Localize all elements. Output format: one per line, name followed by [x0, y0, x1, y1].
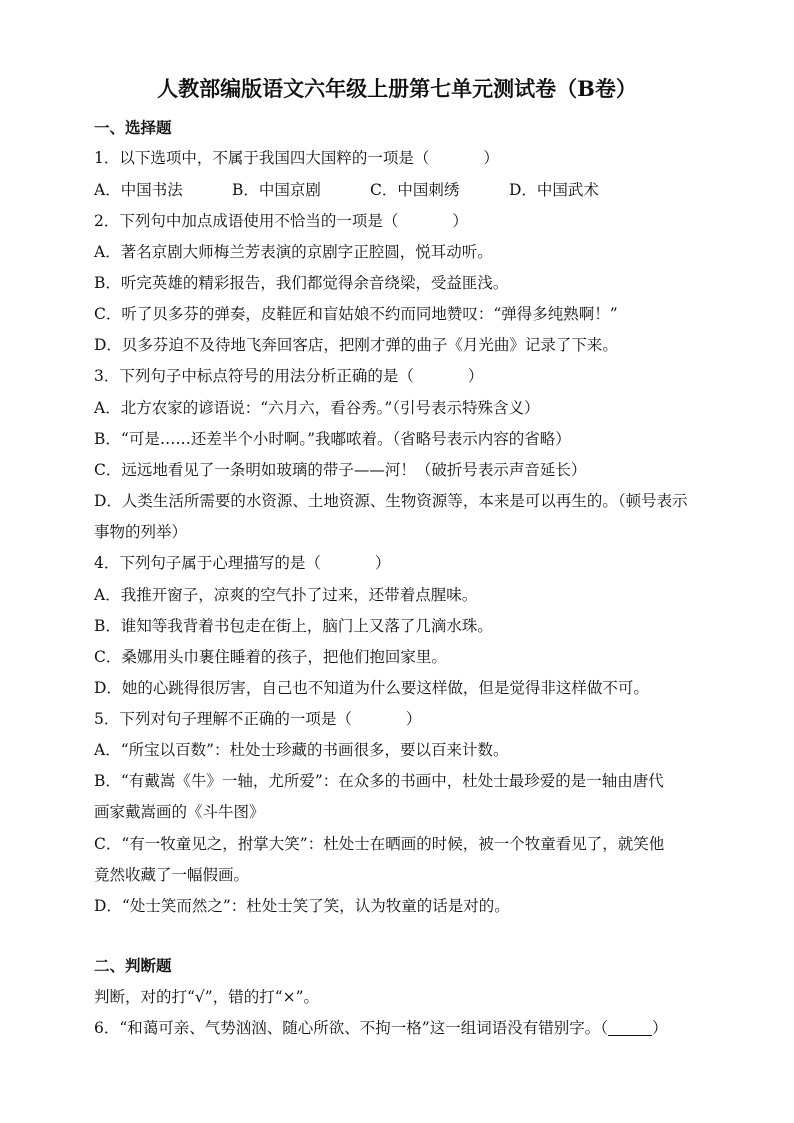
q3-option-b: B．“可是……还差半个小时啊。”我嘟哝着。（省略号表示内容的省略）: [94, 430, 571, 448]
q5-option-b-continued: 画家戴嵩画的《斗牛图》: [94, 803, 265, 821]
q4-option-a: A．我推开窗子，凉爽的空气扑了过来，还带着点腥味。: [94, 586, 478, 604]
q2-option-b: B．听完英雄的精彩报告，我们都觉得余音绕梁，受益匪浅。: [94, 274, 509, 292]
q5-option-c: C．“有一牧童见之，拊掌大笑”：杜处士在晒画的时候，被一个牧童看见了，就笑他: [94, 835, 665, 853]
q4-option-b: B．谁知等我背着书包走在街上，脑门上又落了几滴水珠。: [94, 617, 493, 635]
question-5: [94, 707, 421, 731]
question-3: [94, 364, 483, 388]
question-stem: 5．下列对句子理解不正确的一项是（: [94, 710, 352, 728]
q3-option-c: C．远远地看见了一条明如玻璃的带子——河！（破折号表示声音延长）: [94, 461, 587, 479]
paren-close: ）: [374, 554, 391, 572]
question-stem: 3．下列句子中标点符号的用法分析正确的是（: [94, 367, 414, 385]
paren-close: ）: [483, 149, 499, 167]
paren-close: ）: [405, 710, 422, 728]
question-stem: 1．以下选项中，不属于我国四大国粹的一项是（: [94, 149, 430, 167]
page-title: 人教部编版语文六年级上册第七单元测试卷（B卷）: [157, 76, 637, 101]
q1-option-b: B．中国京剧: [232, 181, 321, 199]
q3-option-d-continued: 事物的列举）: [94, 523, 188, 541]
paren-close: ）: [467, 367, 484, 385]
q4-option-c: C．桑娜用头巾裹住睡着的孩子，把他们抱回家里。: [94, 648, 447, 666]
q3-option-d: D．人类生活所需要的水资源、土地资源、生物资源等，本来是可以再生的。（顿号表示: [94, 492, 688, 510]
section-instruction: 判断，对的打“√”，错的打“×”。: [94, 988, 320, 1006]
question-1: [94, 146, 499, 170]
question-stem: 4．下列句子属于心理描写的是（: [94, 554, 321, 572]
q3-option-a: A．北方农家的谚语说：“六月六，看谷秀。”（引号表示特殊含义）: [94, 399, 540, 417]
section-heading-choice: 一、选择题: [94, 118, 172, 137]
section-heading-judgement: 二、判断题: [94, 956, 172, 975]
q4-option-d: D．她的心跳得很厉害，自己也不知道为什么要这样做，但是觉得非这样做不可。: [94, 679, 649, 697]
paren-close: ）: [651, 1019, 668, 1037]
question-6: [94, 1016, 667, 1040]
q2-option-c: C．听了贝多芬的弹奏，皮鞋匠和盲姑娘不约而同地赞叹：“弹得多纯熟啊！”: [94, 305, 618, 323]
q1-option-a: A．中国书法: [94, 181, 183, 199]
q1-option-d: D．中国武术: [509, 181, 599, 199]
q1-option-c: C．中国刺绣: [370, 181, 460, 199]
answer-blank-underline: [608, 1019, 652, 1036]
q2-option-d: D．贝多芬迫不及待地飞奔回客店，把刚才弹的曲子《月光曲》记录了下来。: [94, 336, 618, 354]
question-stem: 6．“和蔼可亲、气势汹汹、随心所欲、不拘一格”这一组词语没有错别字。（: [94, 1019, 608, 1037]
q5-option-a: A．“所宝以百数”：杜处士珍藏的书画很多，要以百来计数。: [94, 741, 509, 759]
q5-option-c-continued: 竟然收藏了一幅假画。: [94, 866, 250, 884]
question-stem: 2．下列句中加点成语使用不恰当的一项是（: [94, 212, 399, 230]
paren-close: ）: [452, 212, 468, 230]
question-4: [94, 551, 390, 575]
question-2: [94, 209, 468, 233]
q5-option-b: B．“有戴嵩《牛》一轴，尤所爱”：在众多的书画中，杜处士最珍爱的是一轴由唐代: [94, 772, 664, 790]
q2-option-a: A．著名京剧大师梅兰芳表演的京剧字正腔圆，悦耳动听。: [94, 243, 493, 261]
q5-option-d: D．“处士笑而然之”：杜处士笑了笑，认为牧童的话是对的。: [94, 897, 510, 915]
